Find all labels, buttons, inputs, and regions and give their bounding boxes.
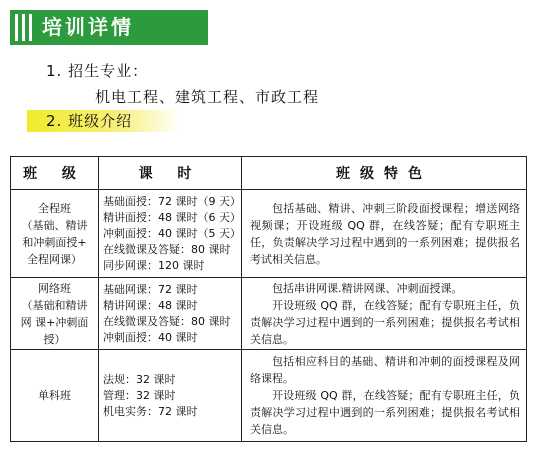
hours-cell: 法规：32 课时 管理：32 课时 机电实务：72 课时: [99, 350, 242, 442]
features-cell: 包括基础、精讲、冲刺三阶段面授课程；增送网络视频课；开设班级 QQ 群，在线答疑；配有专职班主任，负责解决学习过程中遇到的一系列困难；提供报名考试相关信息。: [242, 190, 527, 278]
header-features: 班级特色: [242, 157, 527, 190]
section-header-bar: [10, 10, 208, 45]
class-name-cell: 全程班 （基础、精讲 和冲刺面授+ 全程网课）: [11, 190, 99, 278]
table-row-full-course: [11, 190, 527, 278]
class-name-cell: 单科班: [11, 350, 99, 442]
course-table: [10, 156, 527, 442]
section-title: 培训详情: [42, 15, 134, 39]
class-name-cell: 网络班 （基础和精讲 网 课+冲刺面 授）: [11, 278, 99, 350]
header-hours: 课 时: [99, 157, 242, 190]
enrollment-majors: 机电工程、建筑工程、市政工程: [95, 88, 320, 106]
table-row-single-subject: [11, 350, 527, 442]
enrollment-heading: 1. 招生专业：: [46, 62, 149, 80]
features-cell: 包括串讲网课.精讲网课、冲刺面授课。 开设班级 QQ 群，在线答疑；配有专职班主任，负责解决学习过程中遇到的一系列困难；提供报名考试相关信息。: [242, 278, 527, 350]
table-header-row: [11, 157, 527, 190]
hours-cell: 基础网课：72 课时 精讲网课：48 课时 在线微课及答疑：80 课时 冲刺面授：40 课时: [99, 278, 242, 350]
hours-cell: 基础面授：72 课时（9 天） 精讲面授：48 课时（6 天） 冲刺面授：40 课时（5 天） 在线微课及答疑：80 课时 同步网课：120 课时: [99, 190, 242, 278]
header-stripes-decoration: [15, 14, 32, 41]
class-intro-heading: 2. 班级介绍: [46, 112, 133, 130]
features-cell: 包括相应科目的基础、精讲和冲刺的面授课程及网络课程。 开设班级 QQ 群，在线答疑；配有专职班主任，负责解决学习过程中遇到的一系列困难；提供报名考试相关信息。: [242, 350, 527, 442]
header-class: 班 级: [11, 157, 99, 190]
table-row-online-course: [11, 278, 527, 350]
